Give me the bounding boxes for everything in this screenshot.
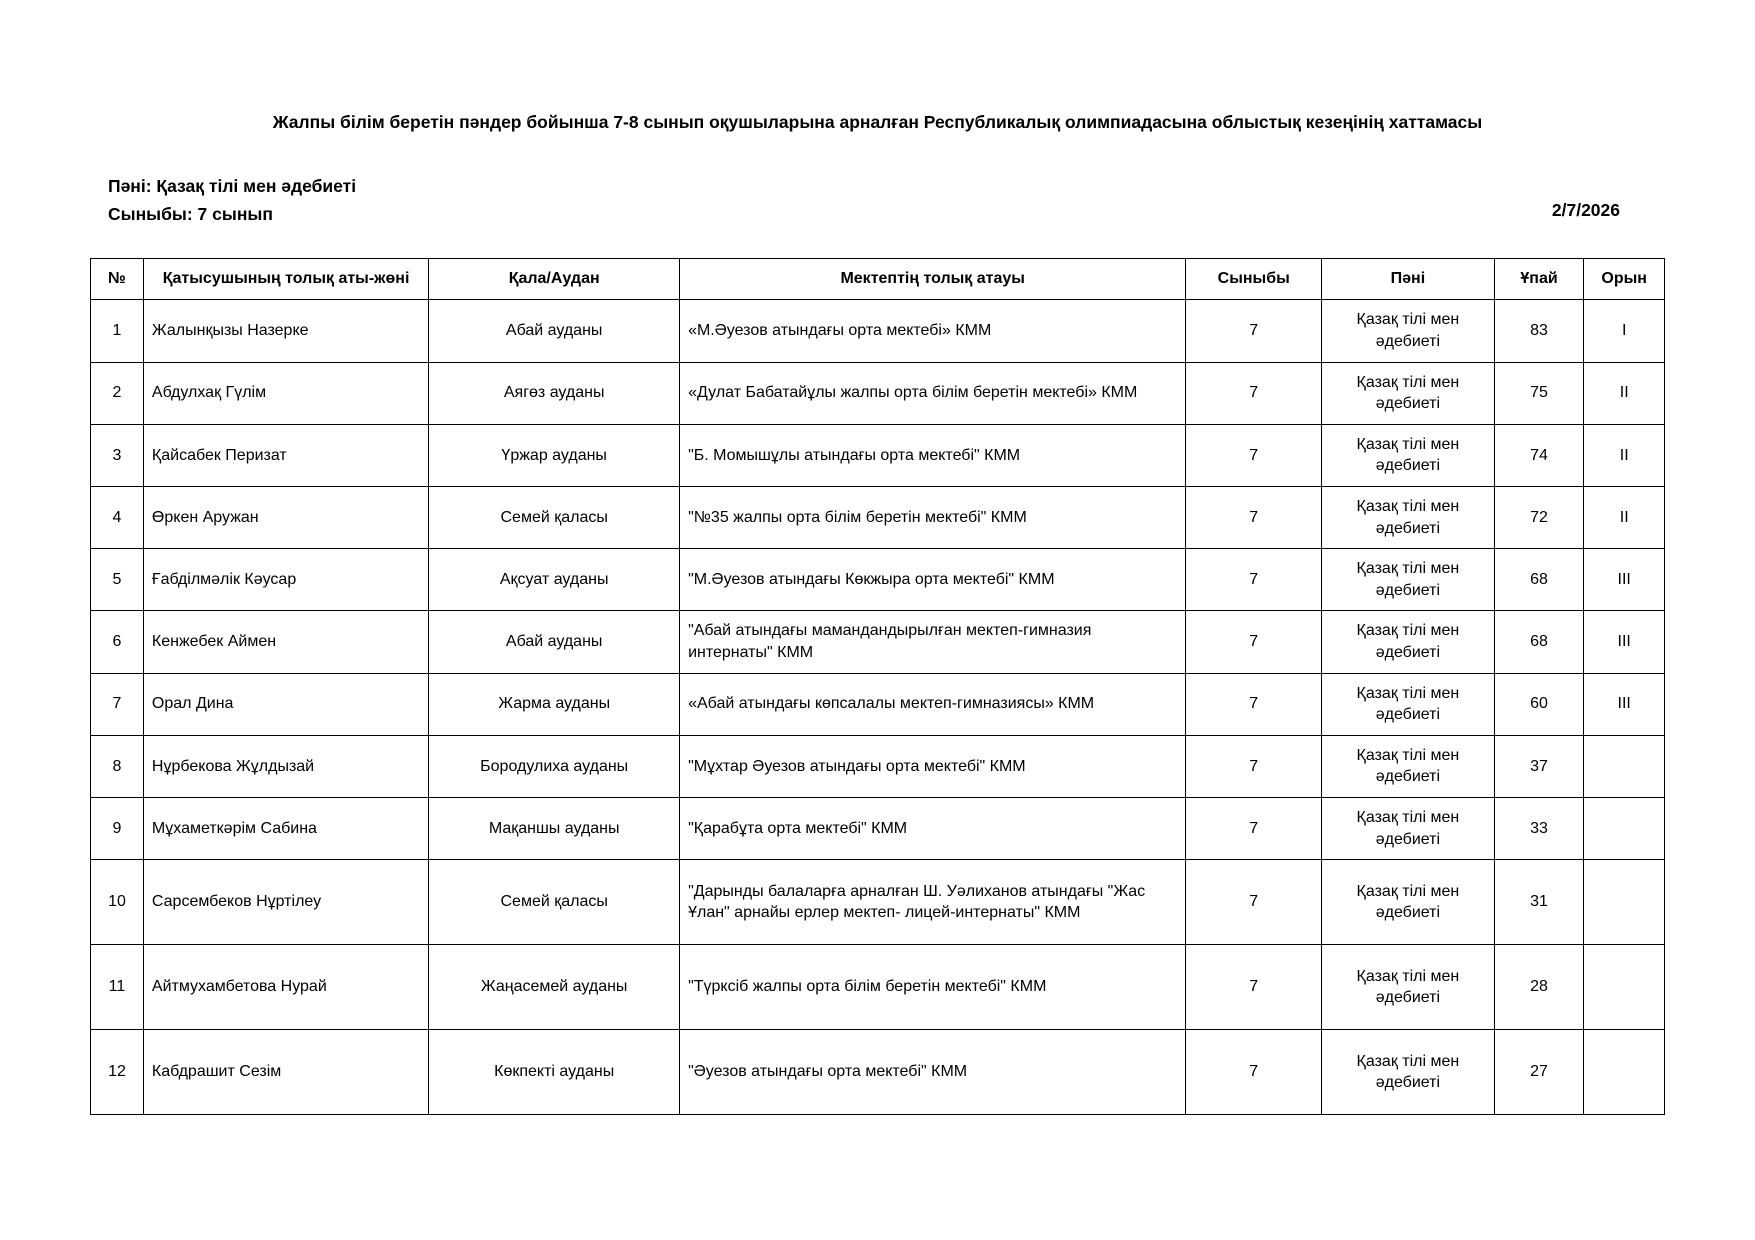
cell-score: 28 xyxy=(1494,945,1584,1030)
header-subject: Пәні xyxy=(1322,258,1495,300)
cell-number: 9 xyxy=(91,797,144,859)
header-school-name: Мектептің толық атауы xyxy=(680,258,1186,300)
cell-subject: Қазақ тілі мен әдебиеті xyxy=(1322,549,1495,611)
table-header-row xyxy=(91,258,1665,300)
cell-subject: Қазақ тілі мен әдебиеті xyxy=(1322,300,1495,362)
document-date: 2/7/2026 xyxy=(1551,200,1620,221)
cell-score: 68 xyxy=(1494,611,1584,673)
cell-subject: Қазақ тілі мен әдебиеті xyxy=(1322,1030,1495,1115)
cell-grade: 7 xyxy=(1186,735,1322,797)
cell-number: 1 xyxy=(91,300,144,362)
cell-subject: Қазақ тілі мен әдебиеті xyxy=(1322,611,1495,673)
cell-participant-name: Мұхаметкәрім Сабина xyxy=(143,797,428,859)
cell-city-district: Көкпекті ауданы xyxy=(429,1030,680,1115)
cell-grade: 7 xyxy=(1186,362,1322,424)
cell-grade: 7 xyxy=(1186,945,1322,1030)
cell-city-district: Абай ауданы xyxy=(429,611,680,673)
table-row xyxy=(91,797,1665,859)
cell-participant-name: Қайсабек Перизат xyxy=(143,424,428,486)
cell-place xyxy=(1584,860,1665,945)
cell-city-district: Семей қаласы xyxy=(429,486,680,548)
header-score: Ұпай xyxy=(1494,258,1584,300)
cell-school-name: «Абай атындағы көпсалалы мектеп-гимназиясы» КММ xyxy=(680,673,1186,735)
cell-city-district: Үржар ауданы xyxy=(429,424,680,486)
cell-subject: Қазақ тілі мен әдебиеті xyxy=(1322,945,1495,1030)
cell-subject: Қазақ тілі мен әдебиеті xyxy=(1322,797,1495,859)
cell-participant-name: Сарсембеков Нұртілеу xyxy=(143,860,428,945)
cell-school-name: «М.Әуезов атындағы орта мектебі» КММ xyxy=(680,300,1186,362)
table-row xyxy=(91,860,1665,945)
cell-number: 10 xyxy=(91,860,144,945)
table-row xyxy=(91,486,1665,548)
cell-subject: Қазақ тілі мен әдебиеті xyxy=(1322,424,1495,486)
header-participant-name: Қатысушының толық аты-жөні xyxy=(143,258,428,300)
cell-score: 68 xyxy=(1494,549,1584,611)
table-row xyxy=(91,1030,1665,1115)
cell-subject: Қазақ тілі мен әдебиеті xyxy=(1322,486,1495,548)
cell-score: 27 xyxy=(1494,1030,1584,1115)
table-row xyxy=(91,362,1665,424)
cell-place xyxy=(1584,1030,1665,1115)
cell-subject: Қазақ тілі мен әдебиеті xyxy=(1322,362,1495,424)
cell-school-name: "Қарабұта орта мектебі" КММ xyxy=(680,797,1186,859)
cell-grade: 7 xyxy=(1186,486,1322,548)
table-row xyxy=(91,611,1665,673)
cell-school-name: "М.Әуезов атындағы Көкжыра орта мектебі" КММ xyxy=(680,549,1186,611)
cell-city-district: Семей қаласы xyxy=(429,860,680,945)
cell-participant-name: Абдулхақ Гүлім xyxy=(143,362,428,424)
cell-number: 5 xyxy=(91,549,144,611)
cell-grade: 7 xyxy=(1186,300,1322,362)
cell-number: 8 xyxy=(91,735,144,797)
cell-score: 75 xyxy=(1494,362,1584,424)
cell-place: III xyxy=(1584,673,1665,735)
cell-score: 60 xyxy=(1494,673,1584,735)
cell-city-district: Жаңасемей ауданы xyxy=(429,945,680,1030)
cell-subject: Қазақ тілі мен әдебиеті xyxy=(1322,673,1495,735)
cell-city-district: Абай ауданы xyxy=(429,300,680,362)
cell-city-district: Жарма ауданы xyxy=(429,673,680,735)
cell-school-name: "Мұхтар Әуезов атындағы орта мектебі" КММ xyxy=(680,735,1186,797)
cell-score: 31 xyxy=(1494,860,1584,945)
cell-number: 2 xyxy=(91,362,144,424)
header-grade: Сыныбы xyxy=(1186,258,1322,300)
table-row xyxy=(91,673,1665,735)
cell-number: 4 xyxy=(91,486,144,548)
cell-participant-name: Жалынқызы Назерке xyxy=(143,300,428,362)
cell-school-name: "Әуезов атындағы орта мектебі" КММ xyxy=(680,1030,1186,1115)
cell-number: 3 xyxy=(91,424,144,486)
cell-school-name: "Абай атындағы мамандандырылған мектеп-гимназия интернаты" КММ xyxy=(680,611,1186,673)
header-city-district: Қала/Аудан xyxy=(429,258,680,300)
cell-place: I xyxy=(1584,300,1665,362)
cell-city-district: Аягөз ауданы xyxy=(429,362,680,424)
cell-number: 12 xyxy=(91,1030,144,1115)
cell-school-name: "№35 жалпы орта білім беретін мектебі" КММ xyxy=(680,486,1186,548)
table-body xyxy=(91,300,1665,1115)
cell-number: 6 xyxy=(91,611,144,673)
cell-number: 7 xyxy=(91,673,144,735)
cell-grade: 7 xyxy=(1186,549,1322,611)
cell-participant-name: Ғабділмәлік Кәусар xyxy=(143,549,428,611)
cell-place xyxy=(1584,735,1665,797)
cell-grade: 7 xyxy=(1186,1030,1322,1115)
cell-score: 83 xyxy=(1494,300,1584,362)
cell-school-name: "Түрксіб жалпы орта білім беретін мектебі" КММ xyxy=(680,945,1186,1030)
cell-place xyxy=(1584,797,1665,859)
cell-place: II xyxy=(1584,424,1665,486)
table-header xyxy=(91,258,1665,300)
cell-score: 72 xyxy=(1494,486,1584,548)
cell-score: 33 xyxy=(1494,797,1584,859)
cell-school-name: "Б. Момышұлы атындағы орта мектебі" КММ xyxy=(680,424,1186,486)
cell-place: II xyxy=(1584,362,1665,424)
cell-place: III xyxy=(1584,549,1665,611)
page-title: Жалпы білім беретін пәндер бойынша 7-8 сынып оқушыларына арналған Республикалық олимпиадасына облыстық кезеңінің хаттамасы xyxy=(272,112,1483,132)
cell-participant-name: Өркен Аружан xyxy=(143,486,428,548)
cell-subject: Қазақ тілі мен әдебиеті xyxy=(1322,860,1495,945)
cell-city-district: Ақсуат ауданы xyxy=(429,549,680,611)
cell-place xyxy=(1584,945,1665,1030)
header-number: № xyxy=(91,258,144,300)
cell-school-name: «Дулат Бабатайұлы жалпы орта білім беретін мектебі» КММ xyxy=(680,362,1186,424)
table-row xyxy=(91,424,1665,486)
header-place: Орын xyxy=(1584,258,1665,300)
cell-score: 74 xyxy=(1494,424,1584,486)
cell-subject: Қазақ тілі мен әдебиеті xyxy=(1322,735,1495,797)
cell-participant-name: Кабдрашит Сезім xyxy=(143,1030,428,1115)
cell-participant-name: Нұрбекова Жұлдызай xyxy=(143,735,428,797)
subject-line: Пәні: Қазақ тілі мен әдебиеті xyxy=(108,176,357,197)
cell-city-district: Мақаншы ауданы xyxy=(429,797,680,859)
grade-line: Сыныбы: 7 сынып xyxy=(108,203,273,224)
cell-school-name: "Дарынды балаларға арналған Ш. Уәлиханов атындағы "Жас Ұлан" арнайы ерлер мектеп- лицей-интернаты" КММ xyxy=(680,860,1186,945)
cell-place: III xyxy=(1584,611,1665,673)
cell-participant-name: Айтмухамбетова Нурай xyxy=(143,945,428,1030)
results-table xyxy=(90,258,1665,1115)
table-row xyxy=(91,549,1665,611)
table-row xyxy=(91,735,1665,797)
cell-number: 11 xyxy=(91,945,144,1030)
cell-participant-name: Кенжебек Аймен xyxy=(143,611,428,673)
cell-city-district: Бородулиха ауданы xyxy=(429,735,680,797)
cell-participant-name: Орал Дина xyxy=(143,673,428,735)
cell-grade: 7 xyxy=(1186,673,1322,735)
cell-grade: 7 xyxy=(1186,424,1322,486)
table-row xyxy=(91,300,1665,362)
cell-grade: 7 xyxy=(1186,611,1322,673)
cell-grade: 7 xyxy=(1186,797,1322,859)
document-meta xyxy=(90,173,1665,227)
cell-place: II xyxy=(1584,486,1665,548)
table-row xyxy=(91,945,1665,1030)
cell-grade: 7 xyxy=(1186,860,1322,945)
cell-score: 37 xyxy=(1494,735,1584,797)
